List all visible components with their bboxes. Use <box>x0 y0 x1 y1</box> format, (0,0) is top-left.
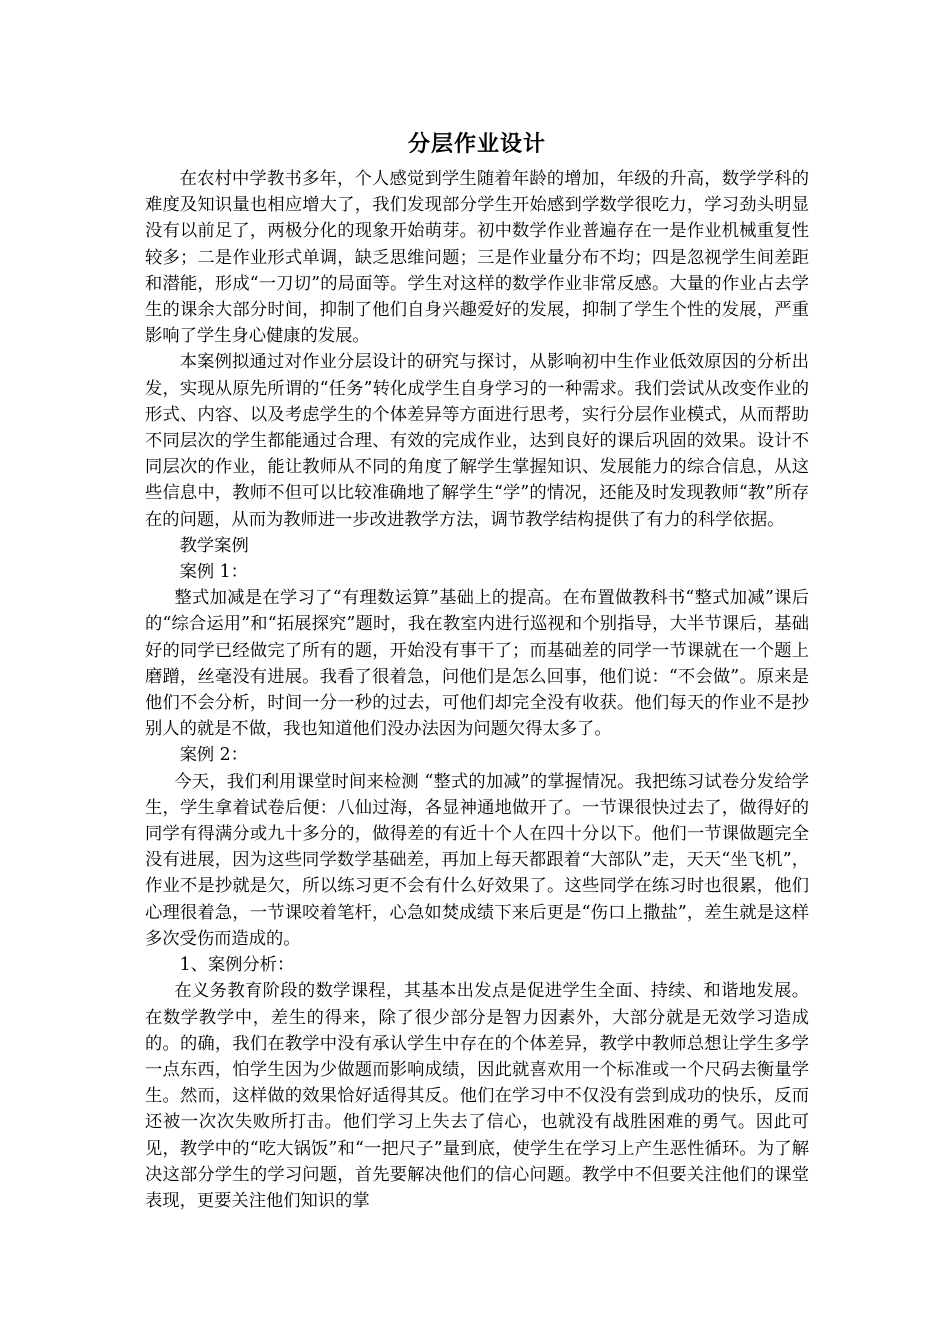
section-label-case-analysis: 1、案例分析： <box>179 955 295 976</box>
section-label-teaching-cases: 教学案例 <box>179 535 249 556</box>
section-label-case-2: 案例 2： <box>179 745 248 766</box>
paragraph-case-2: 今天，我们利用课堂时间来检测 “整式的加减”的掌握情况。我把练习试卷分发给学生，学生拿着试卷后便：八仙过海，各显神通地做开了。一节课很快过去了，做得好的同学有得满分或九十多分的，做得差的有近十个人在四十分以下。他们一节课做题完全没有进展，因为这些同学数学基础差，再加上每天都跟着“大部队”走，天天“坐飞机”，作业不是抄就是欠，所以练习更不会有什么好效果了。这些同学在练习时也很累，他们心理很着急，一节课咬着笔杆，心急如焚成绩下来后更是“伤口上撒盐”，差生就是这样多次受伤而造成的。 <box>145 771 809 949</box>
paragraph-case-analysis: 在义务教育阶段的数学课程，其基本出发点是促进学生全面、持续、和谐地发展。在数学教学中，差生的得来，除了很少部分是智力因素外，大部分就是无效学习造成的。的确，我们在教学中没有承认学生中存在的个体差异，教学中教师总想让学生多学一点东西，怕学生因为少做题而影响成绩，因此就喜欢用一个标准或一个尺码去衡量学生。然而，这样做的效果恰好适得其反。他们在学习中不仅没有尝到成功的快乐，反而还被一次次失败所打击。他们学习上失去了信心，也就没有战胜困难的勇气。因此可见，教学中的“吃大锅饭”和“一把尺子”量到底，使学生在学习上产生恶性循环。为了解决这部分学生的学习问题，首先要解决他们的信心问题。教学中不但要关注他们的课堂表现，更要关注他们知识的掌 <box>145 981 809 1211</box>
document-page <box>145 130 809 1214</box>
paragraph-case-1: 整式加减是在学习了“有理数运算”基础上的提高。在布置做教科书“整式加减”课后的“综合运用”和“拓展探究”题时，我在教室内进行巡视和个别指导，大半节课后，基础好的同学已经做完了所有的题，开始没有事干了；而基础差的同学一节课就在一个题上磨蹭，丝毫没有进展。我看了很着急，问他们是怎么回事，他们说：“不会做”。原来是他们不会分析，时间一分一秒的过去，可他们却完全没有收获。他们每天的作业不是抄别人的就是不做，我也知道他们没办法因为问题欠得太多了。 <box>145 588 809 740</box>
document-title: 分层作业设计 <box>407 132 546 157</box>
paragraph-case-purpose: 本案例拟通过对作业分层设计的研究与探讨，从影响初中生作业低效原因的分析出发，实现从原先所谓的“任务”转化成学生自身学习的一种需求。我们尝试从改变作业的形式、内容、以及考虑学生的个体差异等方面进行思考，实行分层作业模式，从而帮助不同层次的学生都能通过合理、有效的完成作业，达到良好的课后巩固的效果。设计不同层次的作业，能让教师从不同的角度了解学生掌握知识、发展能力的综合信息，从这些信息中，教师不但可以比较准确地了解学生“学”的情况，还能及时发现教师“教”所存在的问题，从而为教师进一步改进教学方法，调节教学结构提供了有力的科学依据。 <box>145 352 809 530</box>
section-label-case-1: 案例 1： <box>179 562 248 583</box>
paragraph-intro: 在农村中学教书多年，个人感觉到学生随着年龄的增加，年级的升高，数学学科的难度及知识量也相应增大了，我们发现部分学生开始感到学数学很吃力，学习劲头明显没有以前足了，两极分化的现象开始萌芽。初中数学作业普遍存在一是作业机械重复性较多；二是作业形式单调，缺乏思维问题；三是作业量分布不均；四是忽视学生间差距和潜能，形成“一刀切”的局面等。学生对这样的数学作业非常反感。大量的作业占去学生的课余大部分时间，抑制了他们自身兴趣爱好的发展，抑制了学生个性的发展，严重影响了学生身心健康的发展。 <box>145 169 809 347</box>
